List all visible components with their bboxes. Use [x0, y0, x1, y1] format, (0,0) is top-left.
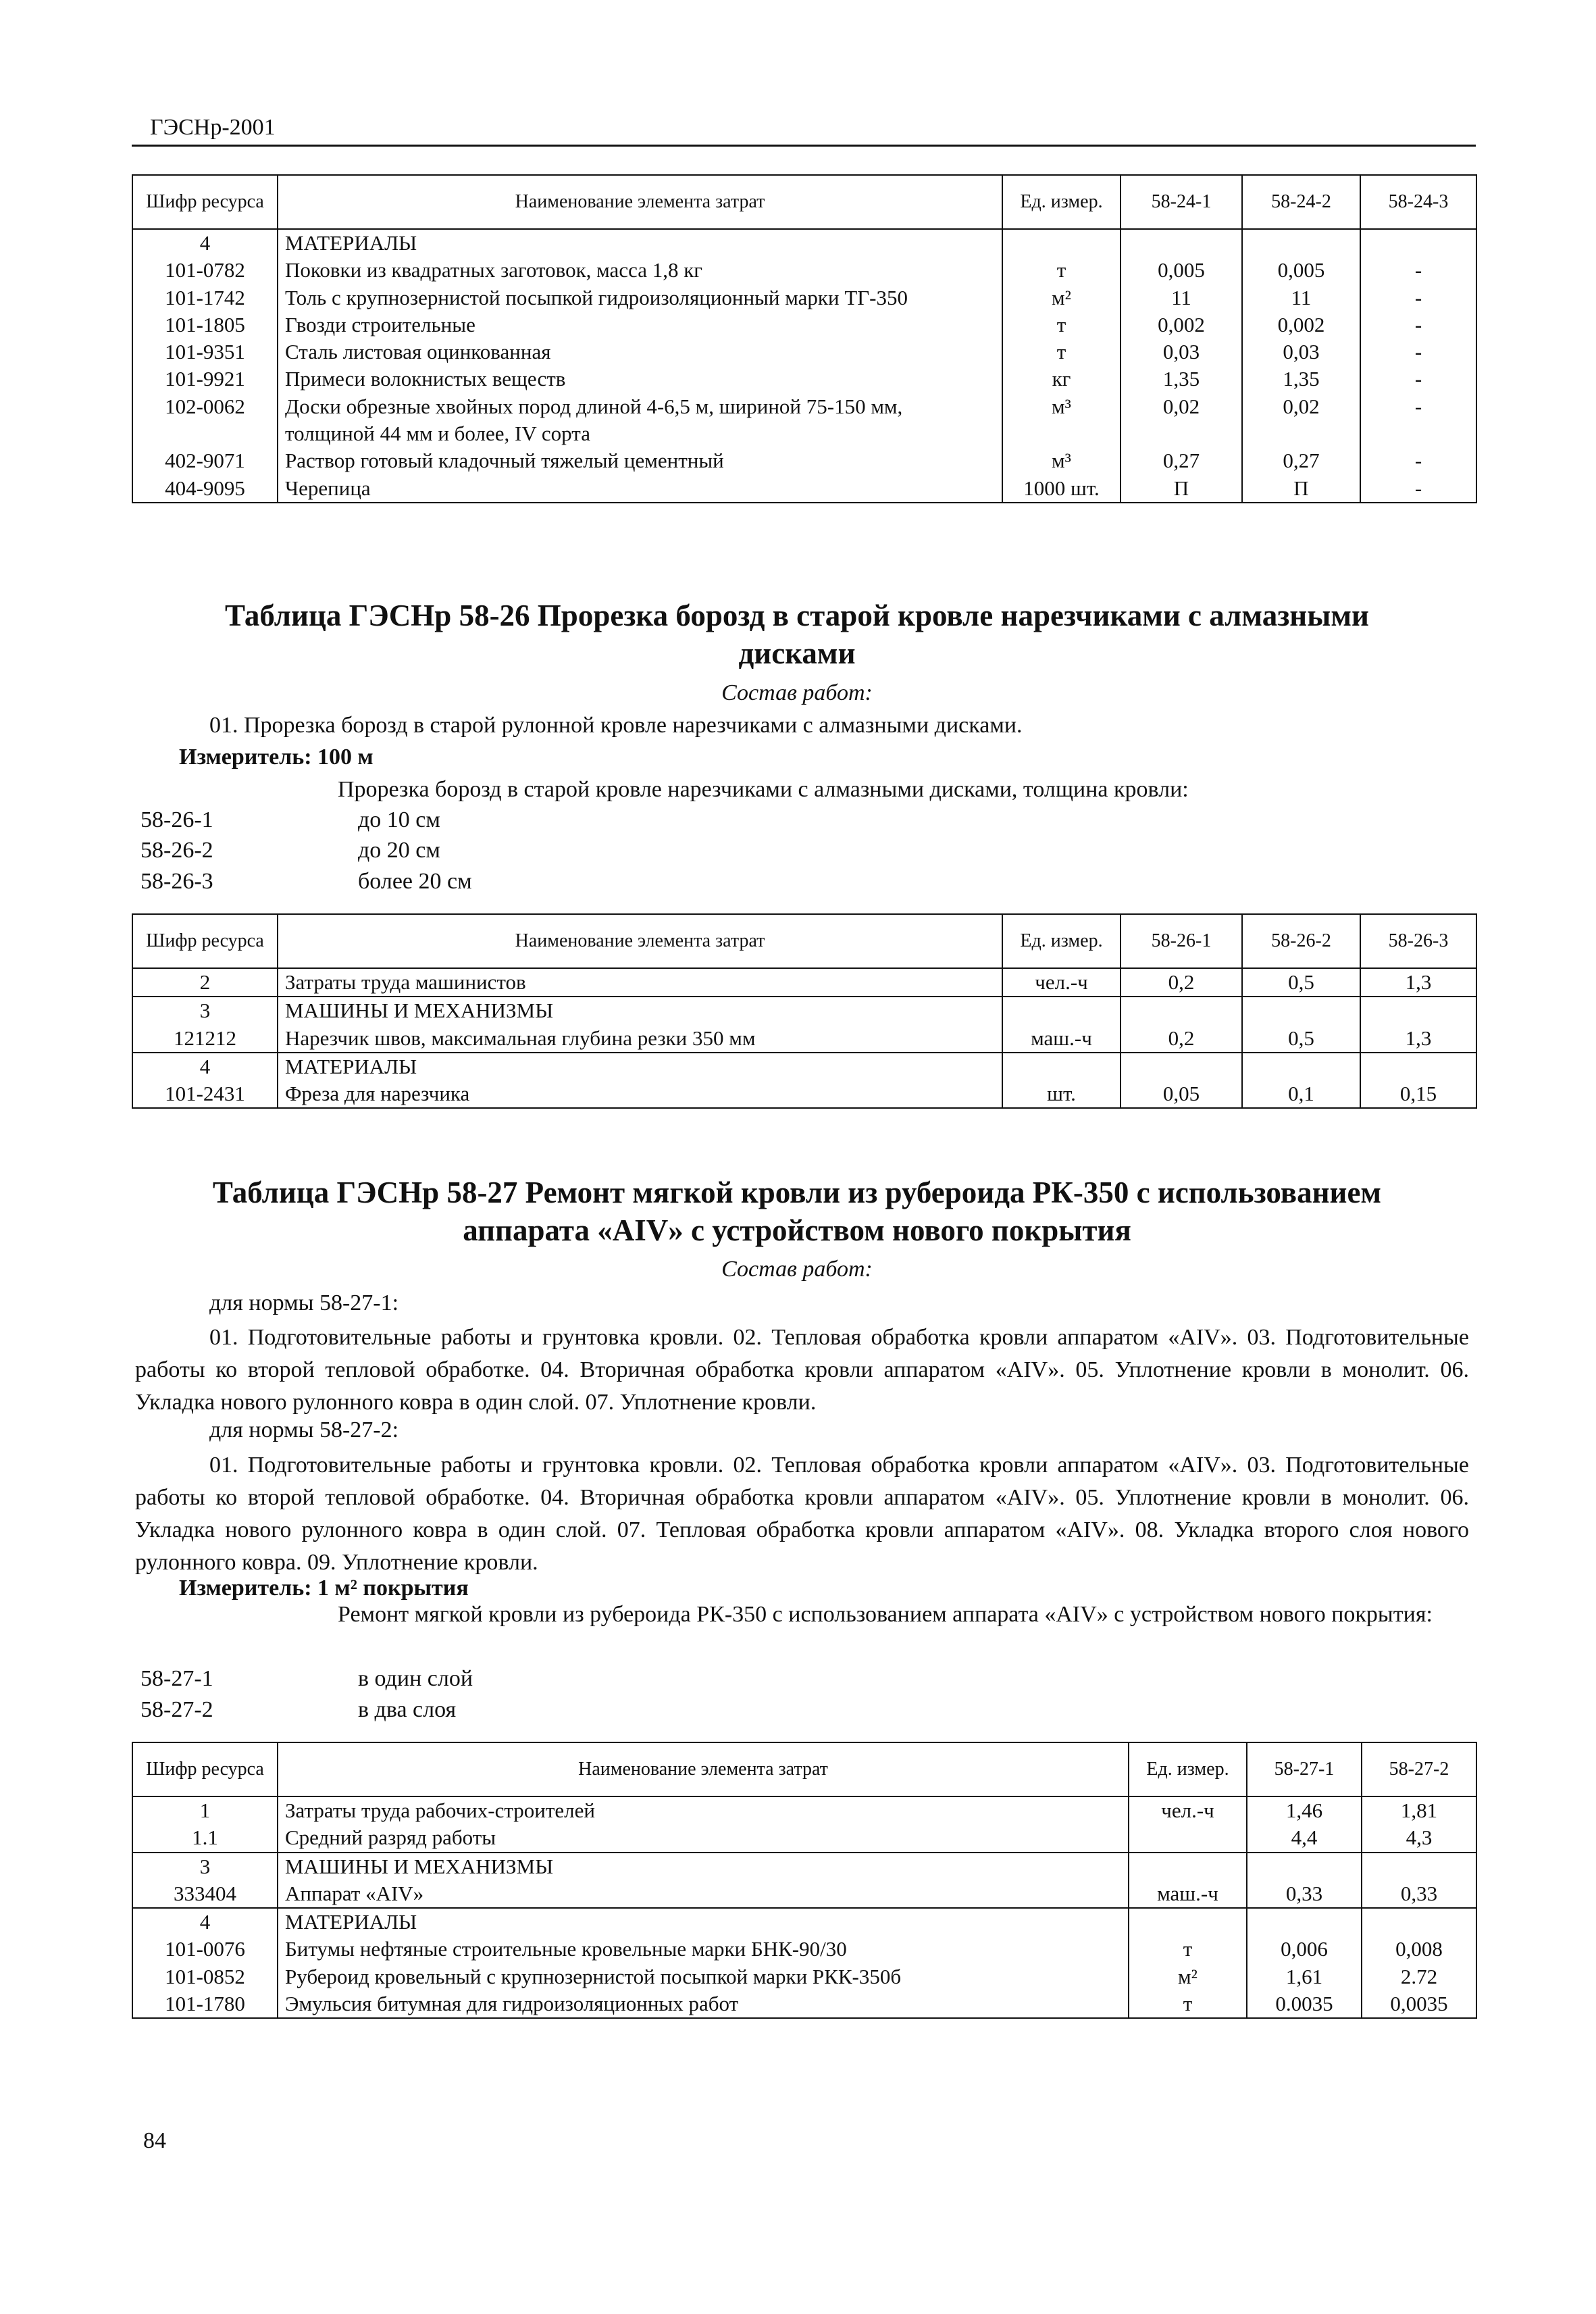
table-row: 102-0062 Доски обрезные хвойных пород длиной 4-6,5 м, шириной 75-150 мм, толщиной 44 мм и более, IV сорта м³ 0,02 0,02 - — [132, 393, 1476, 448]
norm-code: 58-27-2 — [140, 1697, 213, 1722]
norm-description: Ремонт мягкой кровли из рубероида РК-350 с использованием аппарата «AIV» с устройством нового покрытия: — [338, 1602, 1433, 1627]
table-row: 1.1 Средний разряд работы 4,4 4,3 — [132, 1824, 1476, 1852]
table-row: 3 МАШИНЫ И МЕХАНИЗМЫ — [132, 1853, 1476, 1880]
title-line: дисками — [738, 636, 856, 671]
norm-code: 58-26-1 — [140, 807, 213, 832]
table-58-24 — [132, 174, 1477, 503]
norm-code: 58-27-1 — [140, 1666, 213, 1691]
col-header-name: Наименование элемента затрат — [278, 1742, 1129, 1796]
work-item: 01. Прорезка борозд в старой рулонной кровле нарезчиками с алмазными дисками. — [209, 713, 1023, 738]
table-row: 3 МАШИНЫ И МЕХАНИЗМЫ — [132, 997, 1476, 1024]
col-header-code: Шифр ресурса — [132, 914, 278, 968]
table-row: 402-9071 Раствор готовый кладочный тяжелый цементный м³ 0,27 0,27 - — [132, 447, 1476, 474]
table-row: 333404 Аппарат «AIV» маш.-ч 0,33 0,33 — [132, 1880, 1476, 1908]
section-title-58-26 — [135, 597, 1459, 673]
table-row: 4 МАТЕРИАЛЫ — [132, 229, 1476, 257]
measure-label: Измеритель: 1 м² покрытия — [179, 1576, 469, 1601]
norm-code: 58-26-3 — [140, 869, 213, 894]
table-row: 101-1805 Гвозди строительные т 0,002 0,002 - — [132, 311, 1476, 338]
table-row: 101-1742 Толь с крупнозернистой посыпкой гидроизоляционный марки ТГ-350 м² 11 11 - — [132, 284, 1476, 311]
table-row: 101-2431 Фреза для нарезчика шт. 0,05 0,1 0,15 — [132, 1080, 1476, 1108]
col-header-code: Шифр ресурса — [132, 1742, 278, 1796]
col-header-unit: Ед. измер. — [1129, 1742, 1247, 1796]
table-row: 121212 Нарезчик швов, максимальная глубина резки 350 мм маш.-ч 0,2 0,5 1,3 — [132, 1025, 1476, 1053]
table-row: 4 МАТЕРИАЛЫ — [132, 1908, 1476, 1936]
table-row: 4 МАТЕРИАЛЫ — [132, 1053, 1476, 1080]
page-number: 84 — [143, 2128, 166, 2153]
norm-text: в два слоя — [358, 1697, 457, 1722]
work-paragraph: 01. Подготовительные работы и грунтовка кровли. 02. Тепловая обработка кровли аппаратом «AIV». 03. Подготовительные работы ко второй тепловой обработке. 04. Вторичная обработка кровли аппаратом «AIV». 05. Уплотнение кровли в монолит. 06. Укладка нового рулонного ковра в один слой. 07. Тепловая обработка кровли аппаратом «AIV». 08. Укладка второго слоя нового рулонного ковра. 09. Уплотнение кровли. — [135, 1453, 1469, 1575]
col-header-v2: 58-24-2 — [1242, 175, 1360, 229]
norm-description: Прорезка борозд в старой кровле нарезчиками с алмазными дисками, толщина кровли: — [338, 777, 1189, 802]
col-header-unit: Ед. измер. — [1002, 175, 1121, 229]
table-row: 101-1780 Эмульсия битумная для гидроизоляционных работ т 0.0035 0,0035 — [132, 1990, 1476, 2018]
norm-label: для нормы 58-27-2: — [209, 1417, 399, 1442]
col-header-v1: 58-26-1 — [1121, 914, 1242, 968]
col-header-name: Наименование элемента затрат — [278, 914, 1002, 968]
col-header-name: Наименование элемента затрат — [278, 175, 1002, 229]
table-58-27 — [132, 1742, 1477, 2019]
table-row: 101-0782 Поковки из квадратных заготовок, масса 1,8 кг т 0,005 0,005 - — [132, 257, 1476, 284]
norm-text: до 10 см — [358, 807, 440, 832]
title-line: Таблица ГЭСНр 58-26 Прорезка борозд в старой кровле нарезчиками с алмазными — [225, 599, 1369, 632]
col-header-v3: 58-24-3 — [1360, 175, 1476, 229]
col-header-unit: Ед. измер. — [1002, 914, 1121, 968]
col-header-v2: 58-26-2 — [1242, 914, 1360, 968]
measure-label: Измеритель: 100 м — [179, 745, 374, 770]
table-row: 101-0076 Битумы нефтяные строительные кровельные марки БНК-90/30 т 0,006 0,008 — [132, 1936, 1476, 1963]
table-row: 1 Затраты труда рабочих-строителей чел.-ч 1,46 1,81 — [132, 1796, 1476, 1824]
norm-text: до 20 см — [358, 838, 440, 863]
col-header-v2: 58-27-2 — [1362, 1742, 1476, 1796]
norm-label: для нормы 58-27-1: — [209, 1290, 399, 1315]
title-line: аппарата «AIV» с устройством нового покрытия — [463, 1213, 1131, 1248]
table-row: 2 Затраты труда машинистов чел.-ч 0,2 0,5 1,3 — [132, 968, 1476, 997]
section-title-58-27 — [135, 1174, 1459, 1250]
table-row: 101-9921 Примеси волокнистых веществ кг 1,35 1,35 - — [132, 366, 1476, 393]
norm-code: 58-26-2 — [140, 838, 213, 863]
title-line: Таблица ГЭСНр 58-27 Ремонт мягкой кровли из рубероида РК-350 с использованием — [212, 1176, 1382, 1209]
table-row: 404-9095 Черепица 1000 шт. П П - — [132, 475, 1476, 503]
norm-text: в один слой — [358, 1666, 473, 1691]
sostav-label: Состав работ: — [721, 1257, 873, 1282]
header-rule — [132, 145, 1476, 147]
work-paragraph: 01. Подготовительные работы и грунтовка кровли. 02. Тепловая обработка кровли аппаратом «AIV». 03. Подготовительные работы ко второй тепловой обработке. 04. Вторичная обработка кровли аппаратом «AIV». 05. Уплотнение кровли в монолит. 06. Укладка нового рулонного ковра в один слой. 07. Уплотнение кровли. — [135, 1325, 1469, 1415]
col-header-code: Шифр ресурса — [132, 175, 278, 229]
table-58-26 — [132, 913, 1477, 1109]
col-header-v3: 58-26-3 — [1360, 914, 1476, 968]
sostav-label: Состав работ: — [721, 680, 873, 705]
table-row: 101-0852 Рубероид кровельный с крупнозернистой посыпкой марки РКК-350б м² 1,61 2.72 — [132, 1963, 1476, 1990]
norm-text: более 20 см — [358, 869, 472, 894]
document-header: ГЭСНр-2001 — [150, 115, 276, 140]
col-header-v1: 58-24-1 — [1121, 175, 1242, 229]
table-row: 101-9351 Сталь листовая оцинкованная т 0,03 0,03 - — [132, 338, 1476, 366]
col-header-v1: 58-27-1 — [1247, 1742, 1362, 1796]
